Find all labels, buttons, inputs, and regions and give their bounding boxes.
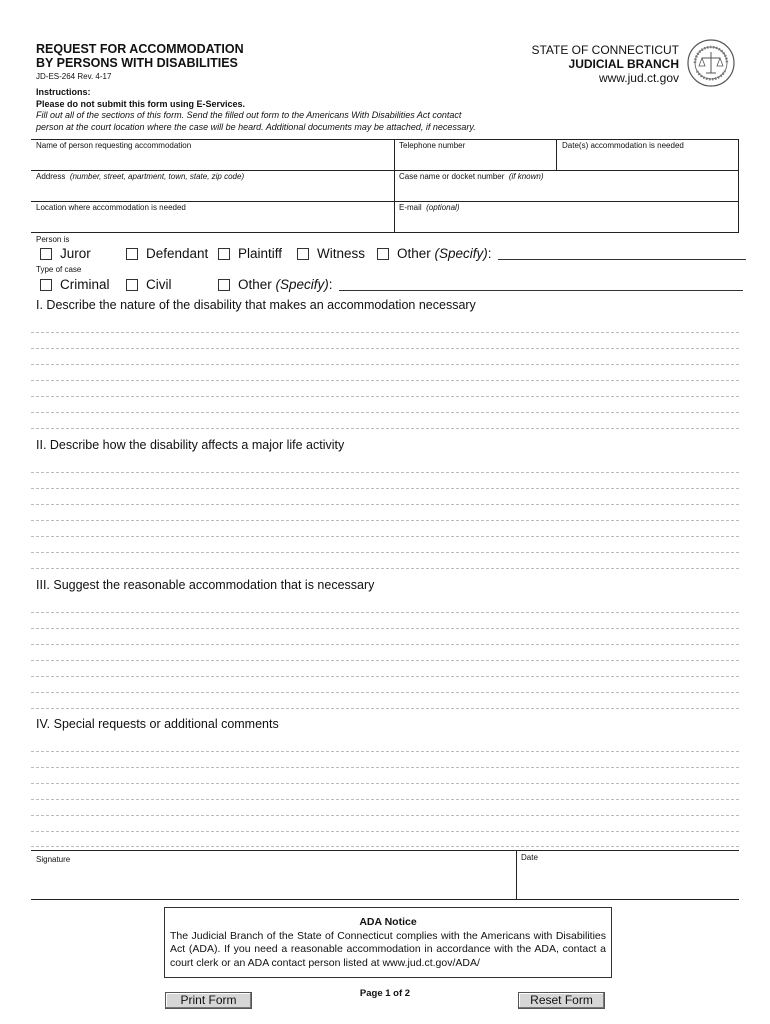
- divider: [516, 850, 517, 900]
- case-type-options: [40, 277, 743, 292]
- defendant-label: Defendant: [146, 246, 209, 261]
- instructions-line-1: Fill out all of the sections of this form. Send the filled out form to the Americans With Disabilities Act contact: [36, 110, 462, 120]
- divider: [31, 850, 739, 851]
- ada-notice-body: The Judicial Branch of the State of Connecticut complies with the Americans with Disabilities Act (ADA). If you need a reasonable accommodation in accordance with the ADA, contact a court clerk or an ADA contact person listed at www.jud.ct.gov/ADA/: [170, 929, 606, 969]
- answer-line[interactable]: [31, 628, 739, 629]
- dates-field[interactable]: [562, 141, 684, 150]
- reset-form-button[interactable]: Reset Form: [518, 992, 605, 1009]
- email-field[interactable]: [399, 203, 459, 212]
- ada-notice-title: ADA Notice: [359, 916, 417, 928]
- print-form-button[interactable]: Print Form: [165, 992, 252, 1009]
- defendant-checkbox[interactable]: [126, 248, 138, 260]
- plaintiff-label: Plaintiff: [238, 246, 283, 261]
- witness-option[interactable]: [297, 246, 377, 261]
- case-hint: (if known): [508, 172, 544, 181]
- title-line-1: REQUEST FOR ACCOMMODATION: [36, 42, 244, 56]
- answer-line[interactable]: [31, 751, 739, 752]
- email-label: E-mail: [399, 203, 422, 212]
- answer-line[interactable]: [31, 396, 739, 397]
- answer-line[interactable]: [31, 767, 739, 768]
- instructions-line-2: person at the court location where the case will be heard. Additional documents may be attached, if necessary.: [36, 121, 476, 132]
- location-field[interactable]: [36, 203, 186, 212]
- form-number: JD-ES-264 Rev. 4-17: [36, 72, 112, 81]
- answer-line[interactable]: [31, 332, 739, 333]
- case-other-option[interactable]: [218, 277, 743, 292]
- section-3-heading: III. Suggest the reasonable accommodation that is necessary: [36, 578, 375, 592]
- person-other-input[interactable]: [498, 248, 746, 260]
- criminal-checkbox[interactable]: [40, 279, 52, 291]
- person-other-checkbox[interactable]: [377, 248, 389, 260]
- civil-label: Civil: [146, 277, 172, 292]
- telephone-label: Telephone number: [399, 141, 466, 150]
- witness-checkbox[interactable]: [297, 248, 309, 260]
- juror-label: Juror: [60, 246, 91, 261]
- section-1-heading: I. Describe the nature of the disability that makes an accommodation necessary: [36, 298, 476, 312]
- case-field[interactable]: [399, 172, 544, 181]
- state-seal-icon: [686, 38, 736, 88]
- answer-line[interactable]: [31, 568, 739, 569]
- name-field[interactable]: [36, 141, 191, 150]
- name-label: Name of person requesting accommodation: [36, 141, 192, 150]
- branch-name: JUDICIAL BRANCH: [568, 57, 679, 71]
- date-field[interactable]: [521, 853, 538, 862]
- civil-checkbox[interactable]: [126, 279, 138, 291]
- person-label: Person is: [36, 235, 70, 244]
- case-other-checkbox[interactable]: [218, 279, 230, 291]
- person-other-label: Other: [397, 246, 431, 261]
- defendant-option[interactable]: [126, 246, 218, 261]
- answer-line[interactable]: [31, 799, 739, 800]
- case-label: Case name or docket number: [399, 172, 505, 181]
- divider: [738, 139, 739, 232]
- signature-label: Signature: [36, 855, 71, 864]
- ada-notice: [164, 907, 612, 978]
- answer-line[interactable]: [31, 504, 739, 505]
- instructions-warning: Please do not submit this form using E-Services.: [36, 98, 246, 109]
- section-2-heading: II. Describe how the disability affects a major life activity: [36, 438, 345, 452]
- plaintiff-option[interactable]: [218, 246, 297, 261]
- dates-label: Date(s) accommodation is needed: [562, 141, 684, 150]
- address-hint: (number, street, apartment, town, state, zip code): [69, 172, 245, 181]
- title-line-2: BY PERSONS WITH DISABILITIES: [36, 55, 238, 70]
- location-label: Location where accommodation is needed: [36, 203, 186, 212]
- answer-line[interactable]: [31, 815, 739, 816]
- answer-line[interactable]: [31, 536, 739, 537]
- answer-line[interactable]: [31, 364, 739, 365]
- juror-option[interactable]: [40, 246, 126, 261]
- divider: [31, 201, 739, 202]
- witness-label: Witness: [317, 246, 366, 261]
- person-options: [40, 246, 746, 261]
- answer-line[interactable]: [31, 380, 739, 381]
- answer-line[interactable]: [31, 644, 739, 645]
- answer-line[interactable]: [31, 472, 739, 473]
- case-other-hint: (Specify): [275, 277, 329, 292]
- divider: [31, 139, 739, 140]
- answer-line[interactable]: [31, 660, 739, 661]
- page-number: Page 1 of 2: [359, 988, 411, 999]
- address-field[interactable]: [36, 172, 244, 181]
- divider: [31, 232, 739, 233]
- criminal-label: Criminal: [60, 277, 110, 292]
- date-label: Date: [521, 853, 538, 862]
- juror-checkbox[interactable]: [40, 248, 52, 260]
- case-other-label: Other: [238, 277, 272, 292]
- agency-block: [531, 43, 679, 85]
- case-other-input[interactable]: [339, 279, 743, 291]
- person-other-hint: (Specify): [434, 246, 488, 261]
- state-name: STATE OF CONNECTICUT: [531, 43, 679, 57]
- answer-line[interactable]: [31, 488, 739, 489]
- telephone-field[interactable]: [399, 141, 465, 150]
- plaintiff-checkbox[interactable]: [218, 248, 230, 260]
- answer-line[interactable]: [31, 412, 739, 413]
- case-type-label: Type of case: [36, 265, 82, 274]
- answer-line[interactable]: [31, 708, 739, 709]
- answer-line[interactable]: [31, 348, 739, 349]
- divider: [31, 170, 739, 171]
- answer-line[interactable]: [31, 831, 739, 832]
- section-4-heading: IV. Special requests or additional comments: [36, 717, 279, 731]
- divider: [31, 899, 739, 900]
- answer-line[interactable]: [31, 428, 739, 429]
- address-label: Address: [36, 172, 66, 181]
- answer-line[interactable]: [31, 612, 739, 613]
- answer-line[interactable]: [31, 783, 739, 784]
- person-other-colon: :: [487, 246, 492, 261]
- email-hint: (optional): [426, 203, 460, 212]
- answer-line[interactable]: [31, 552, 739, 553]
- answer-line[interactable]: [31, 676, 739, 677]
- answer-line[interactable]: [31, 520, 739, 521]
- divider: [394, 139, 395, 232]
- instructions: [36, 87, 736, 133]
- person-other-option[interactable]: [377, 246, 746, 261]
- form-title: [36, 43, 244, 70]
- website: www.jud.ct.gov: [598, 71, 679, 85]
- signature-field[interactable]: [36, 855, 70, 864]
- criminal-option[interactable]: [40, 277, 126, 292]
- civil-option[interactable]: [126, 277, 218, 292]
- divider: [556, 139, 557, 170]
- answer-line[interactable]: [31, 846, 739, 847]
- instructions-heading: Instructions:: [36, 87, 91, 97]
- answer-line[interactable]: [31, 692, 739, 693]
- case-other-colon: :: [328, 277, 333, 292]
